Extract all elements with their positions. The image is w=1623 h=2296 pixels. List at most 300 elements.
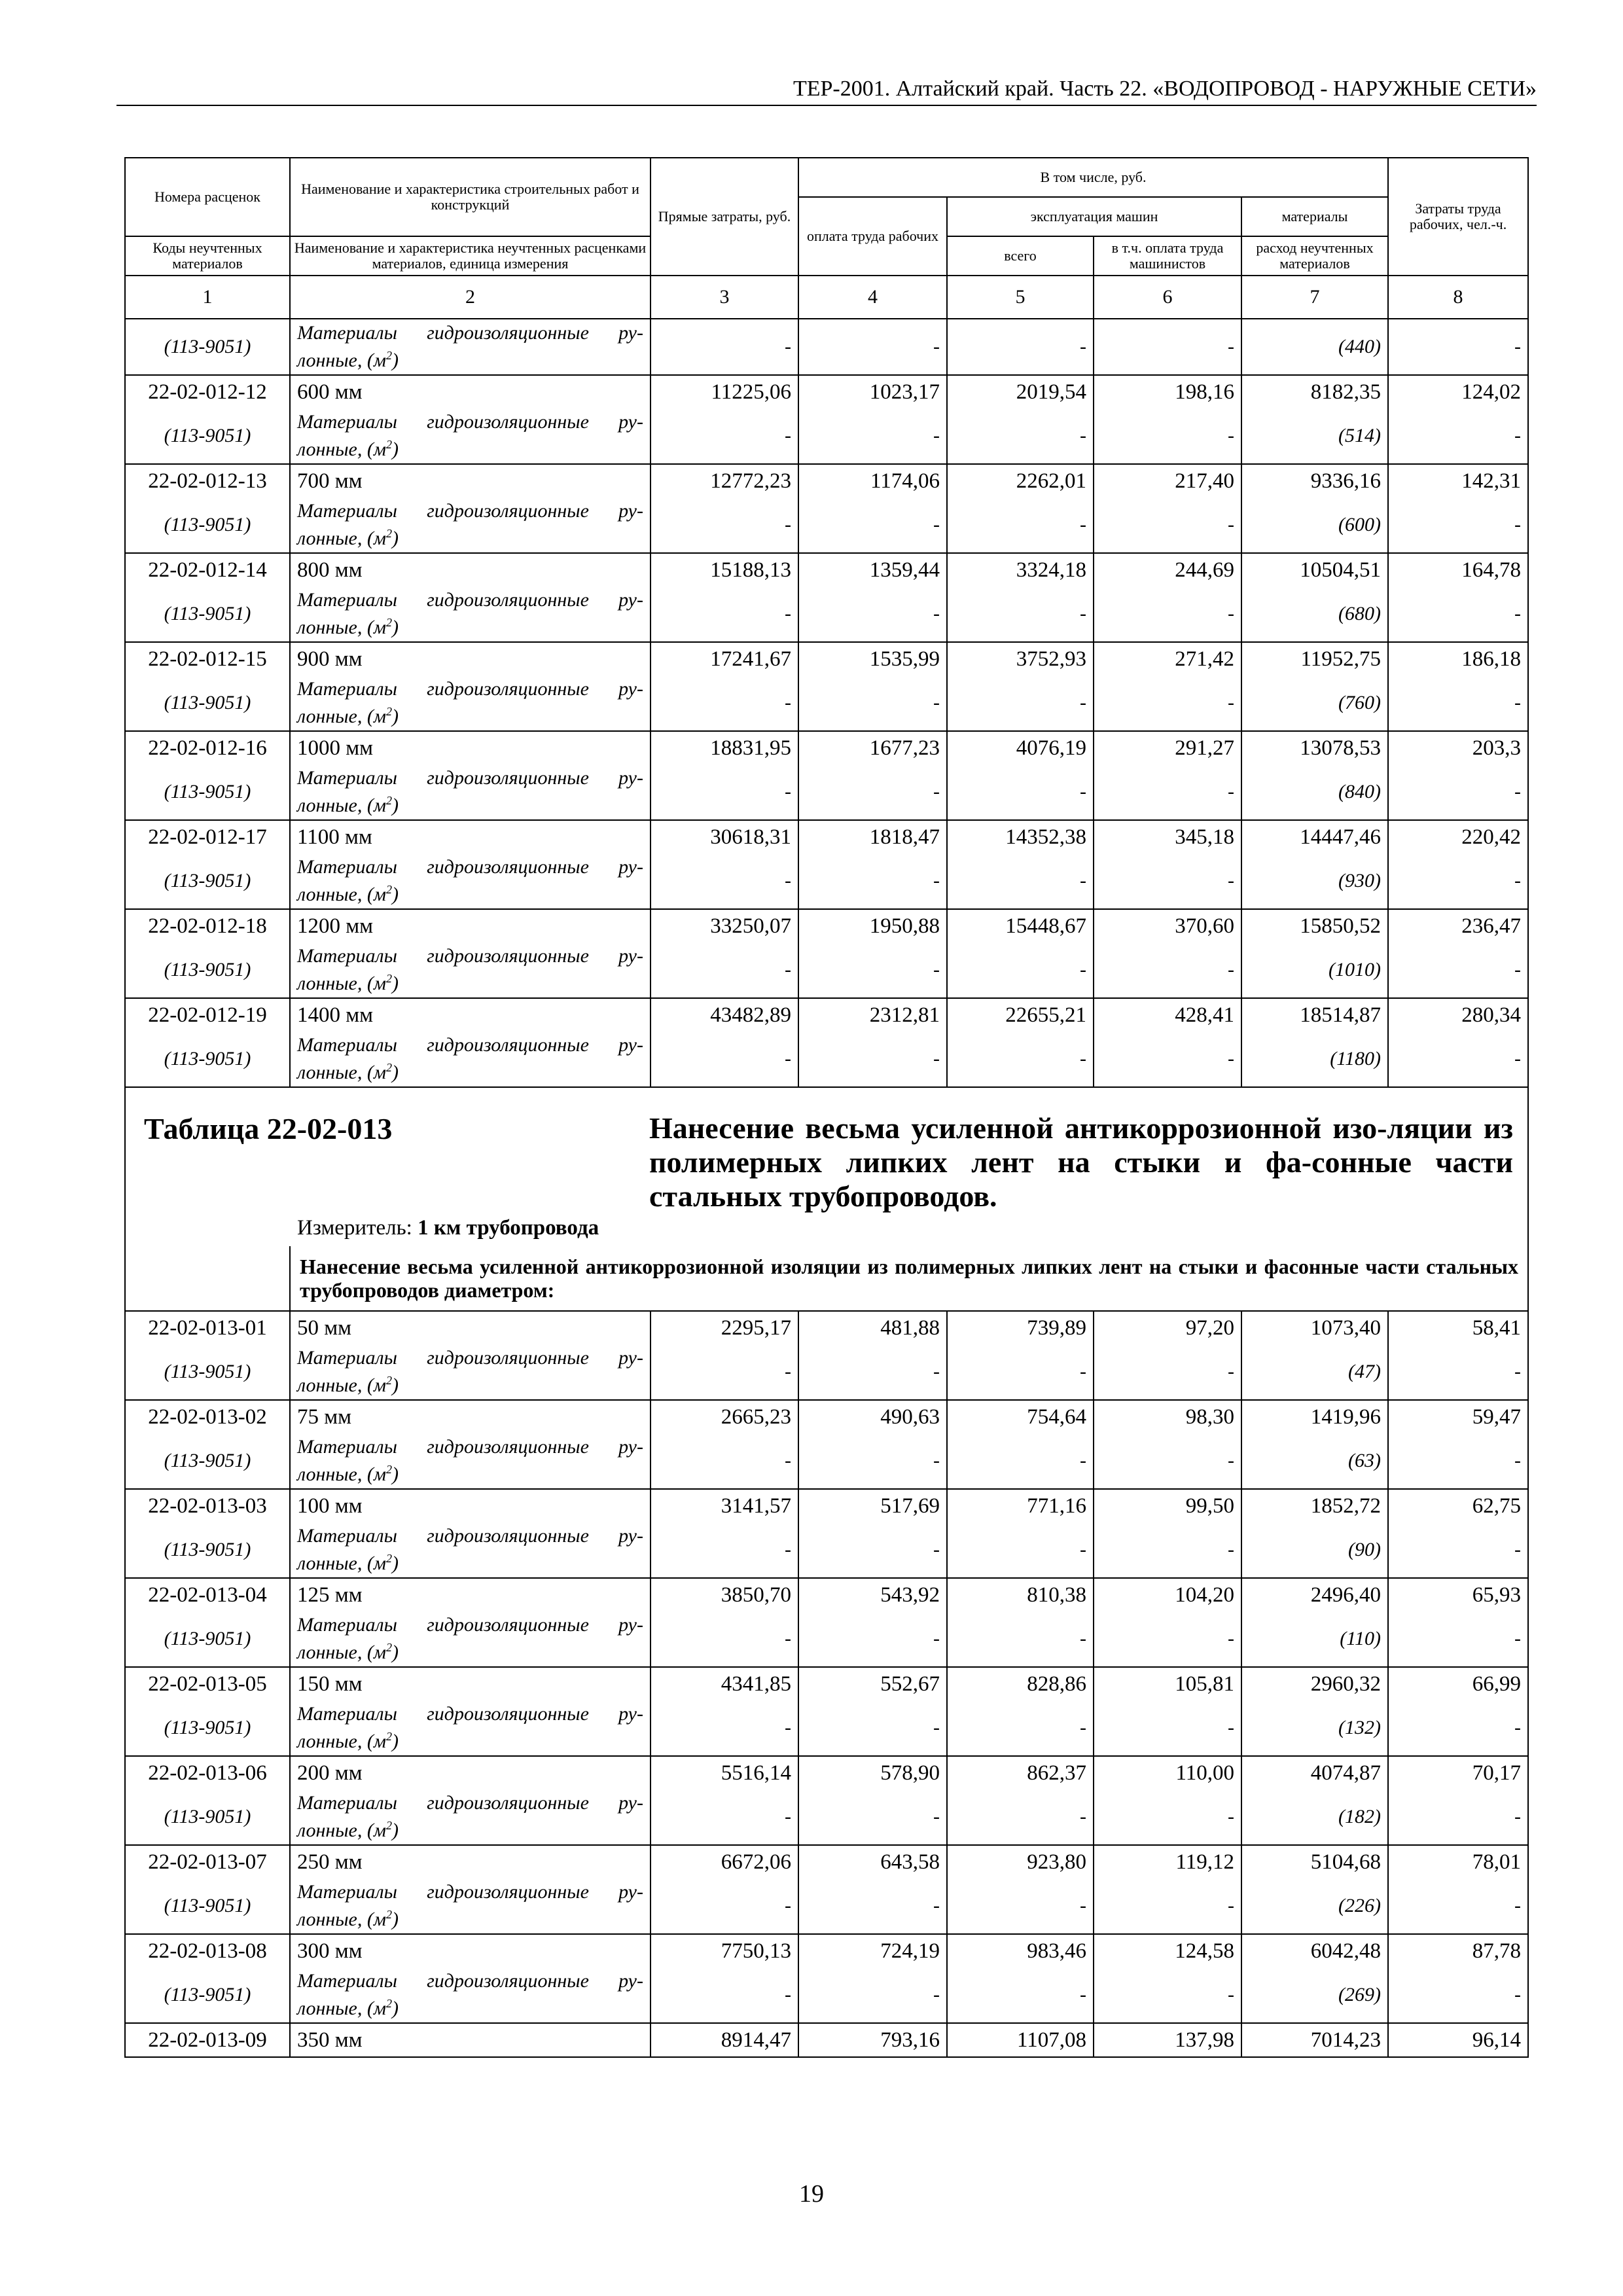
material-row (125, 1611, 1528, 1667)
machines-total: 3324,18 (947, 553, 1094, 586)
material-quantity: (182) (1241, 1789, 1388, 1845)
machinist-pay: 137,98 (1094, 2023, 1241, 2057)
machines-total: 1107,08 (947, 2023, 1094, 2057)
section-heading-row (125, 1246, 1528, 1311)
value-dash: - (1388, 1789, 1528, 1845)
direct-costs: 5516,14 (651, 1756, 798, 1789)
machinist-pay: 105,81 (1094, 1667, 1241, 1700)
value-dash: - (947, 497, 1094, 553)
rate-code: 22-02-013-05 (125, 1667, 290, 1700)
value-dash: - (1388, 1031, 1528, 1087)
value-dash: - (651, 675, 798, 731)
value-dash: - (798, 675, 947, 731)
material-quantity: (110) (1241, 1611, 1388, 1667)
material-quantity: (269) (1241, 1967, 1388, 2023)
materials-cost: 1852,72 (1241, 1489, 1388, 1522)
material-row (125, 675, 1528, 731)
material-quantity: (600) (1241, 497, 1388, 553)
worker-pay: 1023,17 (798, 375, 947, 408)
materials-cost: 7014,23 (1241, 2023, 1388, 2057)
value-dash: - (1094, 1031, 1241, 1087)
worker-pay: 1359,44 (798, 553, 947, 586)
value-dash: - (1094, 675, 1241, 731)
value-dash: - (947, 1433, 1094, 1489)
value-dash: - (798, 319, 947, 375)
rate-size: 1100 мм (290, 820, 651, 853)
labor-costs: 280,34 (1388, 998, 1528, 1031)
material-name: Материалы гидроизоляционные ру-лонные, $(м^2)$ (290, 1700, 651, 1756)
head-machines-total: всего (947, 236, 1094, 276)
rate-row (125, 1756, 1528, 1789)
value-dash: - (1388, 942, 1528, 998)
worker-pay: 490,63 (798, 1400, 947, 1433)
value-dash: - (651, 1611, 798, 1667)
worker-pay: 2312,81 (798, 998, 947, 1031)
value-dash: - (1388, 1700, 1528, 1756)
materials-cost: 4074,87 (1241, 1756, 1388, 1789)
labor-costs: 164,78 (1388, 553, 1528, 586)
table-013-title-row (125, 1087, 1528, 1246)
head-material-names: Наименование и характеристика неучтенных расценками материалов, единица измерения (290, 236, 651, 276)
value-dash: - (1094, 942, 1241, 998)
material-name: Материалы гидроизоляционные ру-лонные, $(м^2)$ (290, 675, 651, 731)
material-code: (113-9051) (125, 497, 290, 553)
machinist-pay: 217,40 (1094, 464, 1241, 497)
value-dash: - (947, 764, 1094, 820)
material-row (125, 1031, 1528, 1087)
materials-cost: 1419,96 (1241, 1400, 1388, 1433)
head-material-codes: Коды неучтенных материалов (125, 236, 290, 276)
machines-total: 754,64 (947, 1400, 1094, 1433)
value-dash: - (1388, 497, 1528, 553)
head-direct-costs: Прямые затраты, руб. (651, 158, 798, 276)
head-machinist-pay: в т.ч. оплата труда машинистов (1094, 236, 1241, 276)
material-quantity: (90) (1241, 1522, 1388, 1578)
head-materials: материалы (1241, 197, 1388, 236)
value-dash: - (1094, 1967, 1241, 2023)
labor-costs: 58,41 (1388, 1311, 1528, 1344)
material-quantity: (226) (1241, 1878, 1388, 1934)
value-dash: - (947, 1700, 1094, 1756)
material-row (125, 1789, 1528, 1845)
rate-row (125, 553, 1528, 586)
value-dash: - (947, 1789, 1094, 1845)
material-name: Материалы гидроизоляционные ру-лонные, $(м^2)$ (290, 942, 651, 998)
rate-size: 300 мм (290, 1934, 651, 1967)
direct-costs: 30618,31 (651, 820, 798, 853)
material-quantity: (840) (1241, 764, 1388, 820)
labor-costs: 65,93 (1388, 1578, 1528, 1611)
material-quantity: (440) (1241, 319, 1388, 375)
materials-cost: 13078,53 (1241, 731, 1388, 764)
material-code: (113-9051) (125, 408, 290, 464)
direct-costs: 8914,47 (651, 2023, 798, 2057)
value-dash: - (947, 1878, 1094, 1934)
material-row (125, 586, 1528, 642)
material-name: Материалы гидроизоляционные ру-лонные, $(м^2)$ (290, 764, 651, 820)
price-table (124, 157, 1529, 2058)
materials-cost: 9336,16 (1241, 464, 1388, 497)
value-dash: - (798, 1700, 947, 1756)
value-dash: - (1388, 319, 1528, 375)
value-dash: - (651, 1700, 798, 1756)
value-dash: - (798, 1878, 947, 1934)
rate-row (125, 1934, 1528, 1967)
material-row (125, 497, 1528, 553)
worker-pay: 1818,47 (798, 820, 947, 853)
material-quantity: (930) (1241, 853, 1388, 909)
machinist-pay: 244,69 (1094, 553, 1241, 586)
rate-size: 350 мм (290, 2023, 651, 2057)
material-code: (113-9051) (125, 1967, 290, 2023)
value-dash: - (798, 1031, 947, 1087)
rate-row (125, 1400, 1528, 1433)
labor-costs: 59,47 (1388, 1400, 1528, 1433)
page-number: 19 (799, 2180, 824, 2208)
material-name: Материалы гидроизоляционные ру-лонные, $(м^2)$ (290, 853, 651, 909)
machines-total: 4076,19 (947, 731, 1094, 764)
machinist-pay: 198,16 (1094, 375, 1241, 408)
direct-costs: 2295,17 (651, 1311, 798, 1344)
worker-pay: 643,58 (798, 1845, 947, 1878)
section-heading: Нанесение весьма усиленной антикоррозионной изоляции из полимерных липких лент на стыки и фасонные части стальных трубопроводов диаметром: (290, 1246, 1528, 1311)
rate-code: 22-02-012-19 (125, 998, 290, 1031)
value-dash: - (798, 586, 947, 642)
material-row (125, 853, 1528, 909)
labor-costs: 203,3 (1388, 731, 1528, 764)
value-dash: - (798, 408, 947, 464)
material-name: Материалы гидроизоляционные ру-лонные, $(м^2)$ (290, 1433, 651, 1489)
value-dash: - (1388, 1522, 1528, 1578)
machinist-pay: 98,30 (1094, 1400, 1241, 1433)
material-row (125, 1522, 1528, 1578)
value-dash: - (947, 675, 1094, 731)
machinist-pay: 97,20 (1094, 1311, 1241, 1344)
rate-code: 22-02-012-14 (125, 553, 290, 586)
machinist-pay: 124,58 (1094, 1934, 1241, 1967)
material-code: (113-9051) (125, 675, 290, 731)
machinist-pay: 291,27 (1094, 731, 1241, 764)
head-work-name: Наименование и характеристика строительных работ и конструкций (290, 158, 651, 236)
value-dash: - (651, 1789, 798, 1845)
material-row (125, 1433, 1528, 1489)
value-dash: - (798, 1522, 947, 1578)
value-dash: - (1388, 1878, 1528, 1934)
machines-total: 3752,93 (947, 642, 1094, 675)
machines-total: 2019,54 (947, 375, 1094, 408)
value-dash: - (651, 942, 798, 998)
machinist-pay: 99,50 (1094, 1489, 1241, 1522)
material-code: (113-9051) (125, 853, 290, 909)
value-dash: - (651, 1344, 798, 1400)
column-number: 7 (1241, 276, 1388, 319)
value-dash: - (947, 319, 1094, 375)
rate-code: 22-02-013-01 (125, 1311, 290, 1344)
machinist-pay: 104,20 (1094, 1578, 1241, 1611)
machinist-pay: 110,00 (1094, 1756, 1241, 1789)
material-name: Материалы гидроизоляционные ру-лонные, $(м^2)$ (290, 1522, 651, 1578)
material-code: (113-9051) (125, 1789, 290, 1845)
worker-pay: 481,88 (798, 1311, 947, 1344)
value-dash: - (1388, 586, 1528, 642)
value-dash: - (1094, 319, 1241, 375)
value-dash: - (651, 1433, 798, 1489)
material-code: (113-9051) (125, 319, 290, 375)
value-dash: - (947, 408, 1094, 464)
head-machine-exploitation: эксплуатация машин (947, 197, 1241, 236)
value-dash: - (947, 1611, 1094, 1667)
rate-size: 900 мм (290, 642, 651, 675)
material-name: Материалы гидроизоляционные ру-лонные, $(м^2)$ (290, 1878, 651, 1934)
value-dash: - (798, 1611, 947, 1667)
rate-size: 1400 мм (290, 998, 651, 1031)
machines-total: 739,89 (947, 1311, 1094, 1344)
value-dash: - (651, 586, 798, 642)
value-dash: - (798, 853, 947, 909)
value-dash: - (1388, 1344, 1528, 1400)
material-code: (113-9051) (125, 1344, 290, 1400)
value-dash: - (798, 942, 947, 998)
material-name: Материалы гидроизоляционные ру-лонные, $(м^2)$ (290, 408, 651, 464)
direct-costs: 7750,13 (651, 1934, 798, 1967)
direct-costs: 3141,57 (651, 1489, 798, 1522)
materials-cost: 1073,40 (1241, 1311, 1388, 1344)
table-title: Нанесение весьма усиленной антикоррозионной изо-ляции из полимерных липких лент на стыки и фа-сонные части стальных трубопроводов. (649, 1111, 1513, 1213)
direct-costs: 6672,06 (651, 1845, 798, 1878)
worker-pay: 724,19 (798, 1934, 947, 1967)
machinist-pay: 119,12 (1094, 1845, 1241, 1878)
rate-size: 600 мм (290, 375, 651, 408)
rate-size: 700 мм (290, 464, 651, 497)
value-dash: - (798, 1433, 947, 1489)
rate-row (125, 1667, 1528, 1700)
rate-code: 22-02-013-02 (125, 1400, 290, 1433)
direct-costs: 33250,07 (651, 909, 798, 942)
value-dash: - (798, 1344, 947, 1400)
direct-costs: 11225,06 (651, 375, 798, 408)
material-quantity: (132) (1241, 1700, 1388, 1756)
value-dash: - (1388, 764, 1528, 820)
value-dash: - (651, 319, 798, 375)
material-name: Материалы гидроизоляционные ру-лонные, $(м^2)$ (290, 586, 651, 642)
value-dash: - (1094, 764, 1241, 820)
material-row (125, 408, 1528, 464)
material-quantity: (760) (1241, 675, 1388, 731)
measure-unit: Измеритель: 1 км трубопровода (297, 1216, 599, 1240)
rate-code: 22-02-012-15 (125, 642, 290, 675)
rate-size: 150 мм (290, 1667, 651, 1700)
value-dash: - (1094, 1344, 1241, 1400)
rate-code: 22-02-013-06 (125, 1756, 290, 1789)
value-dash: - (1388, 1611, 1528, 1667)
rate-code: 22-02-013-08 (125, 1934, 290, 1967)
rate-size: 250 мм (290, 1845, 651, 1878)
material-row (125, 764, 1528, 820)
column-number-row (125, 276, 1528, 319)
labor-costs: 62,75 (1388, 1489, 1528, 1522)
materials-cost: 11952,75 (1241, 642, 1388, 675)
column-number: 5 (947, 276, 1094, 319)
labor-costs: 70,17 (1388, 1756, 1528, 1789)
materials-cost: 8182,35 (1241, 375, 1388, 408)
value-dash: - (798, 1789, 947, 1845)
value-dash: - (1094, 1433, 1241, 1489)
column-number: 1 (125, 276, 290, 319)
value-dash: - (1094, 1878, 1241, 1934)
machinist-pay: 271,42 (1094, 642, 1241, 675)
materials-cost: 2496,40 (1241, 1578, 1388, 1611)
value-dash: - (1388, 675, 1528, 731)
rate-code: 22-02-012-12 (125, 375, 290, 408)
value-dash: - (651, 1031, 798, 1087)
column-number: 3 (651, 276, 798, 319)
value-dash: - (947, 942, 1094, 998)
labor-costs: 66,99 (1388, 1667, 1528, 1700)
machines-total: 828,86 (947, 1667, 1094, 1700)
machines-total: 810,38 (947, 1578, 1094, 1611)
material-quantity: (1180) (1241, 1031, 1388, 1087)
table-label: Таблица 22-02-013 (144, 1112, 393, 1145)
material-name: Материалы гидроизоляционные ру-лонные, $(м^2)$ (290, 319, 651, 375)
labor-costs: 87,78 (1388, 1934, 1528, 1967)
direct-costs: 3850,70 (651, 1578, 798, 1611)
material-name: Материалы гидроизоляционные ру-лонные, $(м^2)$ (290, 1031, 651, 1087)
labor-costs: 236,47 (1388, 909, 1528, 942)
worker-pay: 1174,06 (798, 464, 947, 497)
value-dash: - (947, 853, 1094, 909)
rate-row (125, 820, 1528, 853)
direct-costs: 17241,67 (651, 642, 798, 675)
rate-size: 50 мм (290, 1311, 651, 1344)
value-dash: - (1094, 497, 1241, 553)
column-number: 2 (290, 276, 651, 319)
direct-costs: 15188,13 (651, 553, 798, 586)
column-number: 4 (798, 276, 947, 319)
value-dash: - (651, 1522, 798, 1578)
value-dash: - (651, 1878, 798, 1934)
rate-size: 200 мм (290, 1756, 651, 1789)
rate-row (125, 642, 1528, 675)
rate-code: 22-02-013-09 (125, 2023, 290, 2057)
rate-row (125, 731, 1528, 764)
materials-cost: 6042,48 (1241, 1934, 1388, 1967)
labor-costs: 96,14 (1388, 2023, 1528, 2057)
value-dash: - (1094, 408, 1241, 464)
value-dash: - (1094, 1522, 1241, 1578)
worker-pay: 1677,23 (798, 731, 947, 764)
rate-row (125, 1845, 1528, 1878)
value-dash: - (651, 1967, 798, 2023)
value-dash: - (651, 408, 798, 464)
value-dash: - (1094, 1611, 1241, 1667)
value-dash: - (1094, 853, 1241, 909)
worker-pay: 1535,99 (798, 642, 947, 675)
head-rate-numbers: Номера расценок (125, 158, 290, 236)
rate-size: 800 мм (290, 553, 651, 586)
worker-pay: 552,67 (798, 1667, 947, 1700)
value-dash: - (1094, 1789, 1241, 1845)
material-name: Материалы гидроизоляционные ру-лонные, $(м^2)$ (290, 1344, 651, 1400)
rate-size: 125 мм (290, 1578, 651, 1611)
direct-costs: 4341,85 (651, 1667, 798, 1700)
machines-total: 983,46 (947, 1934, 1094, 1967)
direct-costs: 43482,89 (651, 998, 798, 1031)
labor-costs: 142,31 (1388, 464, 1528, 497)
value-dash: - (1388, 1967, 1528, 2023)
material-code: (113-9051) (125, 1700, 290, 1756)
worker-pay: 578,90 (798, 1756, 947, 1789)
material-quantity: (1010) (1241, 942, 1388, 998)
rate-row (125, 998, 1528, 1031)
machines-total: 862,37 (947, 1756, 1094, 1789)
materials-cost: 10504,51 (1241, 553, 1388, 586)
labor-costs: 78,01 (1388, 1845, 1528, 1878)
labor-costs: 124,02 (1388, 375, 1528, 408)
machines-total: 923,80 (947, 1845, 1094, 1878)
material-row (125, 319, 1528, 375)
material-quantity: (680) (1241, 586, 1388, 642)
value-dash: - (947, 1344, 1094, 1400)
rate-row (125, 375, 1528, 408)
machinist-pay: 370,60 (1094, 909, 1241, 942)
direct-costs: 2665,23 (651, 1400, 798, 1433)
material-row (125, 1878, 1528, 1934)
machines-total: 14352,38 (947, 820, 1094, 853)
material-quantity: (63) (1241, 1433, 1388, 1489)
materials-cost: 14447,46 (1241, 820, 1388, 853)
value-dash: - (798, 497, 947, 553)
machinist-pay: 428,41 (1094, 998, 1241, 1031)
value-dash: - (798, 1967, 947, 2023)
head-including: В том числе, руб. (798, 158, 1388, 197)
machines-total: 22655,21 (947, 998, 1094, 1031)
head-worker-pay: оплата труда рабочих (798, 197, 947, 276)
value-dash: - (1094, 1700, 1241, 1756)
rate-code: 22-02-012-13 (125, 464, 290, 497)
head-labor-costs: Затраты труда рабочих, чел.-ч. (1388, 158, 1528, 276)
material-code: (113-9051) (125, 1031, 290, 1087)
rate-row (125, 909, 1528, 942)
value-dash: - (1094, 586, 1241, 642)
value-dash: - (1388, 408, 1528, 464)
direct-costs: 18831,95 (651, 731, 798, 764)
machinist-pay: 345,18 (1094, 820, 1241, 853)
page-header: ТЕР-2001. Алтайский край. Часть 22. «ВОДОПРОВОД - НАРУЖНЫЕ СЕТИ» (116, 73, 1537, 106)
value-dash: - (947, 586, 1094, 642)
material-name: Материалы гидроизоляционные ру-лонные, $(м^2)$ (290, 1611, 651, 1667)
rate-row (125, 1489, 1528, 1522)
rate-code: 22-02-013-07 (125, 1845, 290, 1878)
rate-code: 22-02-012-18 (125, 909, 290, 942)
value-dash: - (798, 764, 947, 820)
material-name: Материалы гидроизоляционные ру-лонные, $(м^2)$ (290, 1967, 651, 2023)
machines-total: 771,16 (947, 1489, 1094, 1522)
column-number: 6 (1094, 276, 1241, 319)
value-dash: - (651, 497, 798, 553)
value-dash: - (1388, 853, 1528, 909)
worker-pay: 1950,88 (798, 909, 947, 942)
rate-row (125, 464, 1528, 497)
labor-costs: 186,18 (1388, 642, 1528, 675)
material-row (125, 942, 1528, 998)
rate-row (125, 1578, 1528, 1611)
worker-pay: 793,16 (798, 2023, 947, 2057)
value-dash: - (947, 1522, 1094, 1578)
material-row (125, 1967, 1528, 2023)
material-row (125, 1344, 1528, 1400)
material-code: (113-9051) (125, 764, 290, 820)
worker-pay: 517,69 (798, 1489, 947, 1522)
